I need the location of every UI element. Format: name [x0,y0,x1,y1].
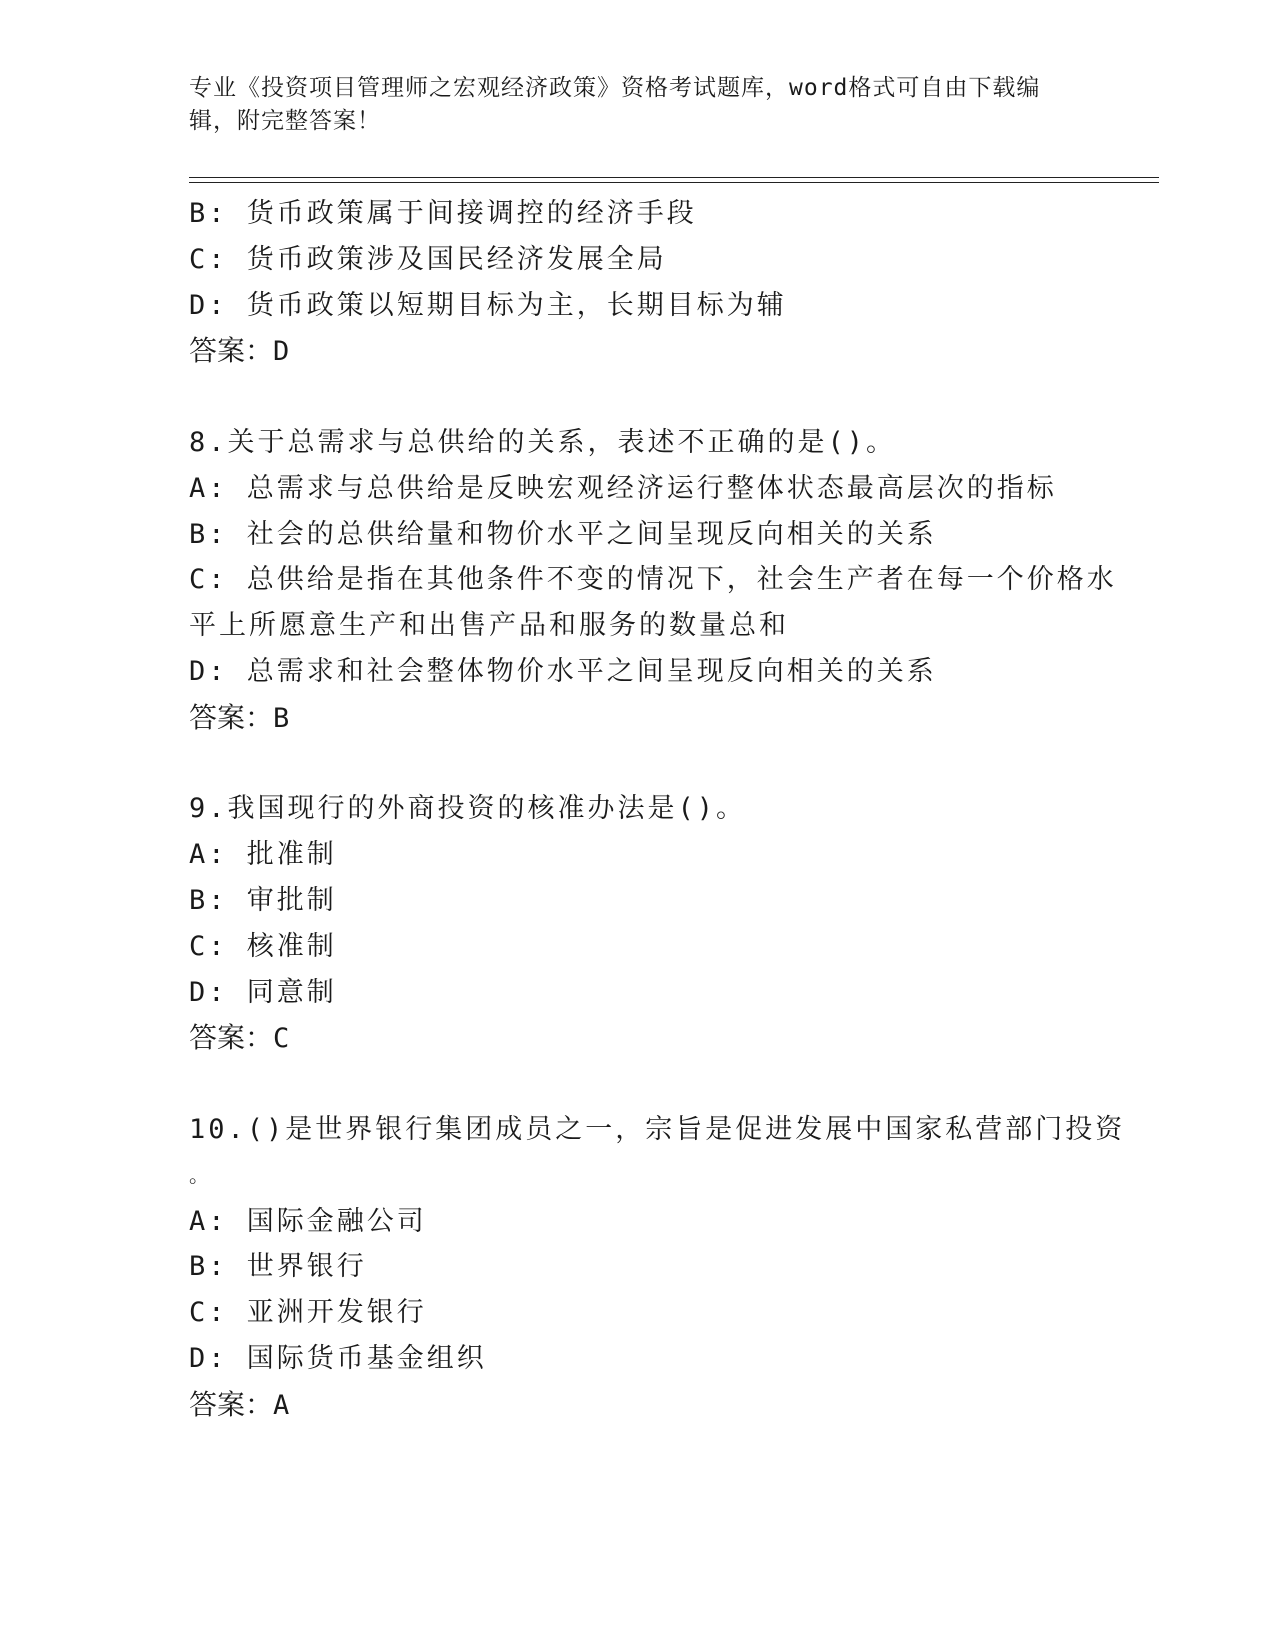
q8-option-a: A: 总需求与总供给是反映宏观经济运行整体状态最高层次的指标 [189,472,1057,504]
header-title-line-1: 专业《投资项目管理师之宏观经济政策》资格考试题库，word格式可自由下载编 [189,75,1041,101]
question-8 [189,420,1117,741]
header-title-line-2: 辑，附完整答案！ [189,108,381,134]
q10-answer-value: A [273,1389,293,1421]
q9-option-b: B: 审批制 [189,884,337,916]
question-7-tail [189,191,1089,374]
q8-option-b: B: 社会的总供给量和物价水平之间呈现反向相关的关系 [189,518,937,550]
header-divider-bottom [189,182,1159,183]
q7-option-b: B: 货币政策属于间接调控的经济手段 [189,198,697,229]
question-10 [189,1107,1126,1428]
q9-option-c: C: 核准制 [189,930,337,962]
q10-question-line-1: 10.()是世界银行集团成员之一，宗旨是促进发展中国家私营部门投资 [189,1113,1126,1145]
q9-option-d: D: 同意制 [189,976,337,1008]
q9-answer-label: 答案： [189,1021,274,1055]
q8-option-d: D: 总需求和社会整体物价水平之间呈现反向相关的关系 [189,655,937,687]
q10-question-line-2: 。 [189,1162,212,1187]
q10-option-c: C: 亚洲开发银行 [189,1297,427,1329]
question-list [189,191,1126,1428]
q9-question: 9.我国现行的外商投资的核准办法是()。 [189,793,747,825]
q7-answer-label: 答案： [189,334,274,368]
header-divider-top [189,177,1159,178]
q8-question: 8.关于总需求与总供给的关系，表述不正确的是()。 [189,426,897,458]
q9-option-a: A: 批准制 [189,839,337,871]
q8-answer-value: B [273,702,293,734]
q10-answer-label: 答案： [189,1387,274,1421]
q8-answer [189,695,1089,741]
q9-answer [189,1015,1089,1061]
document-header [189,72,1089,138]
q8-answer-label: 答案： [189,700,274,734]
q10-option-a: A: 国际金融公司 [189,1205,427,1237]
q10-option-b: B: 世界银行 [189,1251,367,1283]
q10-answer [189,1382,1089,1428]
q10-option-d: D: 国际货币基金组织 [189,1342,487,1374]
q7-option-d: D: 货币政策以短期目标为主，长期目标为辅 [189,289,787,321]
q7-answer [189,328,1089,374]
q8-option-c-line-1: C: 总供给是指在其他条件不变的情况下，社会生产者在每一个价格水 [189,564,1117,596]
question-9 [189,786,1089,1061]
q7-answer-value: D [273,336,293,368]
q9-answer-value: C [273,1023,293,1055]
q7-option-c: C: 货币政策涉及国民经济发展全局 [189,243,667,275]
q8-option-c-line-2: 平上所愿意生产和出售产品和服务的数量总和 [189,610,789,642]
